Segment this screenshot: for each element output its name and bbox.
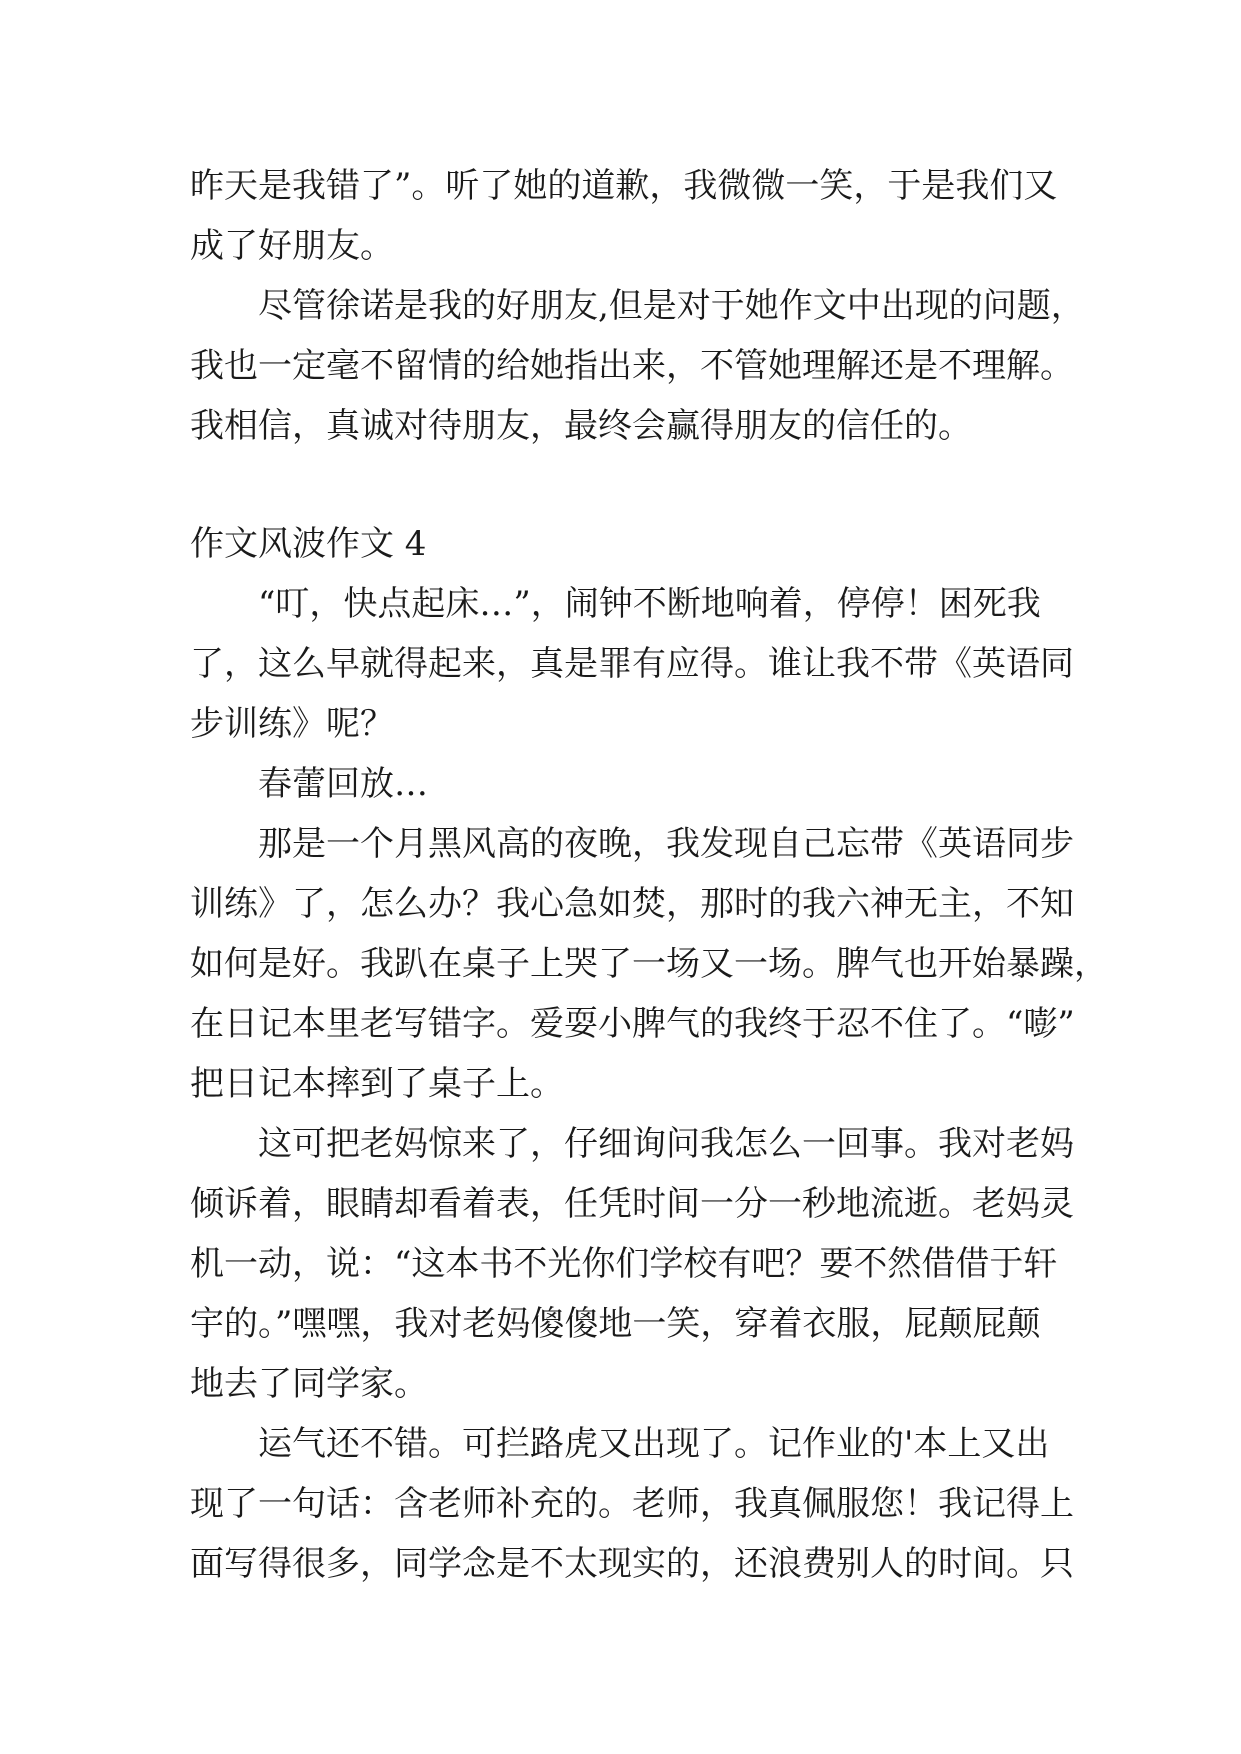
text-line: 步训练》呢？	[190, 704, 394, 744]
essay-title: 作文风波作文 4	[190, 524, 427, 564]
text-line: 机一动，说：“这本书不光你们学校有吧？要不然借借于轩	[190, 1244, 1058, 1284]
paragraph-first-line: 春蕾回放…	[258, 764, 428, 804]
text-line: 昨天是我错了”。听了她的道歉，我微微一笑，于是我们又	[190, 166, 1058, 206]
paragraph-first-line: 运气还不错。可拦路虎又出现了。记作业的'本上又出	[258, 1424, 1050, 1464]
text-line: 我也一定毫不留情的给她指出来，不管她理解还是不理解。	[190, 346, 1074, 386]
text-line: 在日记本里老写错字。爱耍小脾气的我终于忍不住了。“嘭”	[190, 1004, 1075, 1044]
text-line: 如何是好。我趴在桌子上哭了一场又一场。脾气也开始暴躁，	[190, 944, 1108, 984]
text-line: 现了一句话：含老师补充的。老师，我真佩服您！我记得上	[190, 1484, 1074, 1524]
paragraph-first-line: 这可把老妈惊来了，仔细询问我怎么一回事。我对老妈	[258, 1124, 1074, 1164]
paragraph-first-line: “叮，快点起床…”，闹钟不断地响着，停停！困死我	[258, 584, 1041, 624]
text-line: 我相信，真诚对待朋友，最终会赢得朋友的信任的。	[190, 406, 972, 446]
text-line: 倾诉着，眼睛却看着表，任凭时间一分一秒地流逝。老妈灵	[190, 1184, 1074, 1224]
text-line: 宇的。”嘿嘿，我对老妈傻傻地一笑，穿着衣服，屁颠屁颠	[190, 1304, 1041, 1344]
paragraph-first-line: 那是一个月黑风高的夜晚，我发现自己忘带《英语同步	[258, 824, 1074, 864]
text-line: 面写得很多，同学念是不太现实的，还浪费别人的时间。只	[190, 1544, 1074, 1584]
text-line: 了，这么早就得起来，真是罪有应得。谁让我不带《英语同	[190, 644, 1074, 684]
text-line: 地去了同学家。	[190, 1364, 428, 1404]
text-line: 训练》了，怎么办？我心急如焚，那时的我六神无主，不知	[190, 884, 1074, 924]
text-line: 把日记本摔到了桌子上。	[190, 1064, 564, 1104]
text-line: 成了好朋友。	[190, 226, 394, 266]
paragraph-first-line: 尽管徐诺是我的好朋友,但是对于她作文中出现的问题，	[258, 286, 1085, 326]
